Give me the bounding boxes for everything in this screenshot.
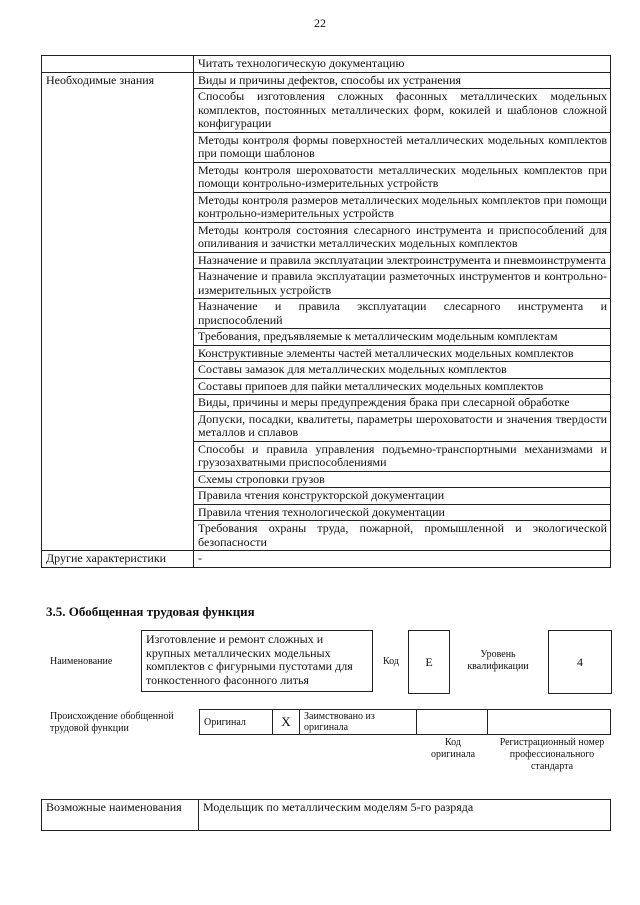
page-number: 22 [314, 16, 326, 30]
knowledge-item: Составы замазок для металлических модельных комплектов [194, 362, 611, 379]
code-label: Код [383, 656, 399, 667]
qualification-level-value: 4 [548, 630, 612, 694]
code-original-cell [417, 710, 488, 735]
knowledge-item: Требования, предъявляемые к металлическим модельным комплектам [194, 329, 611, 346]
reg-number-caption: Регистрационный номер профессионального стандарта [499, 737, 605, 772]
table-row [200, 710, 611, 735]
knowledge-item: Виды, причины и меры предупреждения брака при слесарной обработке [194, 395, 611, 412]
table-row [42, 72, 611, 89]
possible-names-value: Модельщик по металлическим моделям 5-го разряда [199, 800, 611, 831]
knowledge-item: Назначение и правила эксплуатации разметочных инструментов и контрольно-измерительных устройств [194, 269, 611, 299]
table-row [42, 800, 611, 831]
original-mark: X [273, 710, 300, 735]
knowledge-item: Допуски, посадки, квалитеты, параметры шероховатости и значения твердости металлов и сплавов [194, 411, 611, 441]
qualification-level-label: Уровень квалификации [467, 649, 529, 672]
other-characteristics-value: - [194, 551, 611, 568]
reg-number-cell [488, 710, 611, 735]
knowledge-item: Методы контроля состояния слесарного инструмента и приспособлений для опиливания и зачистки металлических модельных комплектов [194, 222, 611, 252]
table-row [42, 551, 611, 568]
knowledge-item: Способы изготовления сложных фасонных металлических модельных комплектов, постоянных металлических форм, кокилей и шаблонов сложной конфигурации [194, 89, 611, 133]
knowledge-item: Методы контроля формы поверхностей металлических модельных комплектов при помощи шаблонов [194, 132, 611, 162]
origin-label: Происхождение обобщенной трудовой функции [50, 711, 174, 734]
code-value: E [408, 630, 450, 694]
knowledge-item: Составы припоев для пайки металлических модельных комплектов [194, 378, 611, 395]
knowledge-item: Конструктивные элементы частей металлических модельных комплектов [194, 345, 611, 362]
borrowed-label: Заимствовано из оригинала [300, 710, 417, 735]
other-characteristics-label: Другие характеристики [42, 551, 194, 568]
knowledge-item: Методы контроля шероховатости металлических модельных комплектов при помощи контрольно-измерительных устройств [194, 162, 611, 192]
empty-label-cell [42, 56, 194, 73]
knowledge-item: Назначение и правила эксплуатации электроинструмента и пневмоинструмента [194, 252, 611, 269]
table-row [42, 56, 611, 73]
knowledge-item: Правила чтения технологической документации [194, 504, 611, 521]
knowledge-item: Требования охраны труда, пожарной, промышленной и экологической безопасности [194, 521, 611, 551]
knowledge-item: Способы и правила управления подъемно-транспортными механизмами и грузозахватными приспособлениями [194, 441, 611, 471]
knowledge-label: Необходимые знания [42, 72, 194, 551]
name-value: Изготовление и ремонт сложных и крупных металлических модельных комплектов с фигурными пустотами для тонкостенного фасонного литья [141, 630, 373, 692]
section-title: 3.5. Обобщенная трудовая функция [46, 604, 255, 619]
knowledge-item: Виды и причины дефектов, способы их устранения [194, 72, 611, 89]
original-label: Оригинал [200, 710, 273, 735]
origin-table [199, 709, 611, 735]
possible-names-table [41, 799, 611, 831]
knowledge-item: Методы контроля размеров металлических модельных комплектов при помощи контрольно-измерительных устройств [194, 192, 611, 222]
name-label: Наименование [50, 656, 113, 667]
knowledge-item: Назначение и правила эксплуатации слесарного инструмента и приспособлений [194, 299, 611, 329]
code-original-caption: Код оригинала [430, 737, 476, 760]
table-cell: Читать технологическую документацию [194, 56, 611, 73]
requirements-table [41, 55, 611, 568]
knowledge-item: Схемы строповки грузов [194, 471, 611, 488]
knowledge-item: Правила чтения конструкторской документации [194, 488, 611, 505]
possible-names-label: Возможные наименования [42, 800, 199, 831]
